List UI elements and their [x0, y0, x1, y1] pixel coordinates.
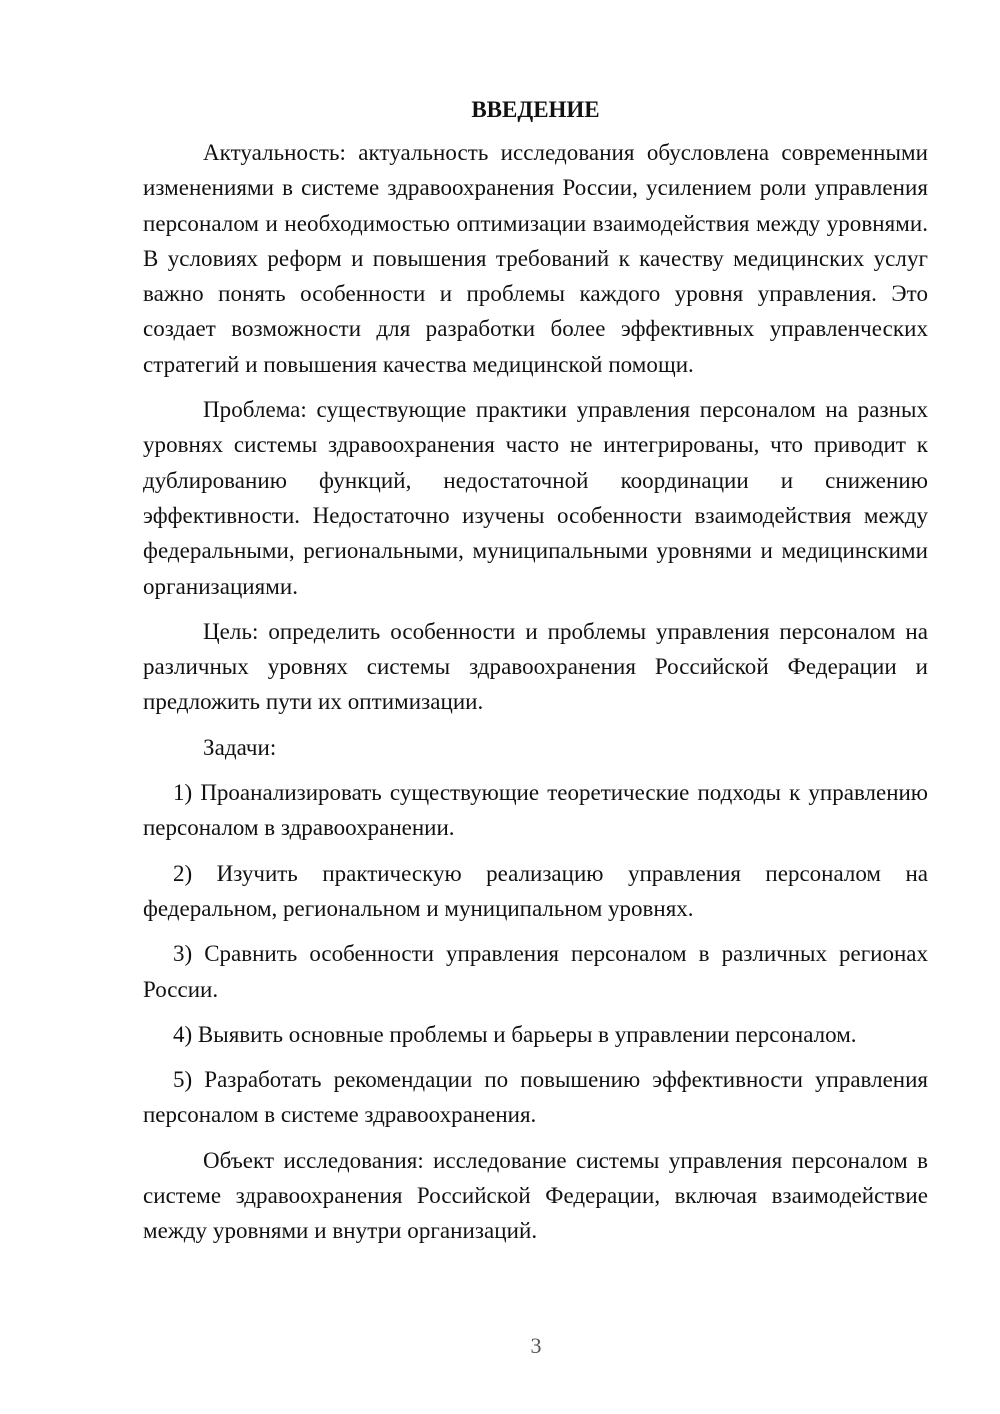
goal-paragraph: Цель: определить особенности и проблемы управления персоналом на различных уровнях системы здравоохранения Российской Федерации и предложить пути их оптимизации. [143, 618, 928, 715]
object-paragraph: Объект исследования: исследование системы управления персоналом в системе здравоохранения Российской Федерации, включая взаимодействие между уровнями и внутри организаций. [143, 1147, 928, 1244]
relevance-paragraph: Актуальность: актуальность исследования обусловлена современными изменениями в системе здравоохранения России, усилением роли управления персоналом и необходимостью оптимизации взаимодействия между уровнями. В условиях реформ и повышения требований к качеству медицинских услуг важно понять особенности и проблемы каждого уровня управления. Это создает возможности для разработки более эффективных управленческих стратегий и повышения качества медицинской помощи. [143, 140, 928, 377]
tasks-label: Задачи: [203, 734, 277, 760]
document-page [143, 95, 928, 1259]
problem-paragraph: Проблема: существующие практики управления персоналом на разных уровнях системы здравоохранения часто не интегрированы, что приводит к дублированию функций, недостаточной координации и снижению эффективности. Недостаточно изучены особенности взаимодействия между федеральными, региональными, муниципальными уровнями и медицинскими организациями. [143, 397, 928, 599]
page-number: 3 [530, 1333, 542, 1358]
task-item: 3) Сравнить особенности управления персоналом в различных регионах России. [143, 941, 928, 1002]
task-item: 4) Выявить основные проблемы и барьеры в управлении персоналом. [173, 1021, 857, 1047]
section-heading: ВВЕДЕНИЕ [471, 97, 600, 122]
task-item: 1) Проанализировать существующие теоретические подходы к управлению персоналом в здравоохранении. [143, 780, 928, 841]
task-item: 2) Изучить практическую реализацию управления персоналом на федеральном, региональном и муниципальном уровнях. [143, 860, 928, 921]
task-item: 5) Разработать рекомендации по повышению эффективности управления персоналом в системе здравоохранения. [143, 1067, 928, 1128]
